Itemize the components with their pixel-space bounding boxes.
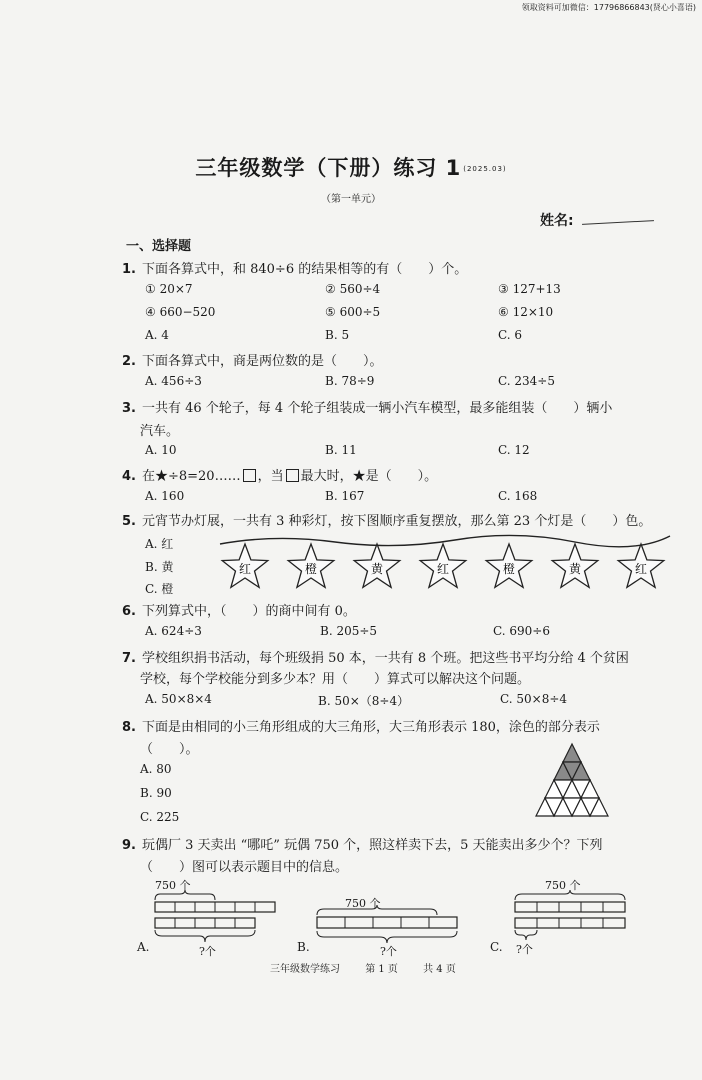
q3-choice-c[interactable]: C. 12 [498,443,530,457]
question-6: 6. 下列算式中，（ ）的商中间有 0。 [122,604,356,619]
unit-subtitle: （第一单元） [321,194,381,205]
name-field-line[interactable] [582,220,654,225]
q2-choice-a[interactable]: A. 456÷3 [145,374,202,388]
lantern-label: 红 [436,562,450,576]
worksheet-title [0,152,702,182]
question-5: 5. 元宵节办灯展，一共有 3 种彩灯，按下图顺序重复摆放，那么第 23 个灯是（ ）色。 [122,514,652,529]
q1-choice-c[interactable]: C. 6 [498,328,523,342]
q7-choice-a[interactable]: A. 50×8×4 [145,692,212,706]
diagram-a-label-750: 750 个 [155,879,191,892]
q3-choice-b[interactable]: B. 11 [325,443,357,457]
remainder-box-icon [243,469,256,482]
question-7: 7. 学校组织捐书活动，每个班级捐 50 本，一共有 8 个班。把这些书平均分给 4 个贫困 [122,651,629,666]
q1-expr-5: ⑤ 600÷5 [325,305,381,319]
question-3-cont: 汽车。 [140,424,180,439]
section-heading: 一、选择题 [126,239,192,254]
q5-choice-c[interactable]: C. 橙 [145,582,174,596]
diagram-c [510,890,645,946]
question-8-cont: （ ）。 [140,742,199,757]
q7-choice-b[interactable]: B. 50×（8÷4） [318,694,410,708]
q1-expr-3: ③ 127+13 [498,282,561,296]
lantern-label: 橙 [304,562,318,576]
diagram-b-label-750: 750 个 [345,897,381,910]
footer-total: 共 4 页 [423,964,456,975]
diagram-a [150,890,285,946]
q5-choice-a[interactable]: A. 红 [145,537,174,551]
q1-choice-b[interactable]: B. 5 [325,328,350,342]
diagram-c-label-q: ?个 [516,943,533,956]
q7-choice-c[interactable]: C. 50×8÷4 [500,692,568,706]
q4-choice-a[interactable]: A. 160 [145,489,185,503]
footer-title: 三年级数学练习 [270,964,340,975]
q4-choice-c[interactable]: C. 168 [498,489,538,503]
lantern-label: 橙 [502,562,516,576]
q6-choice-a[interactable]: A. 624÷3 [145,624,202,638]
q6-choice-b[interactable]: B. 205÷5 [320,624,378,638]
q8-choice-a[interactable]: A. 80 [140,762,172,776]
title-date: (2025.03) [463,165,507,173]
lantern-label: 黄 [568,562,582,576]
q2-choice-b[interactable]: B. 78÷9 [325,374,375,388]
q5-choice-b[interactable]: B. 黄 [145,560,174,574]
question-9: 9. 玩偶厂 3 天卖出 “哪吒” 玩偶 750 个，照这样卖下去，5 天能卖出多少个？下列 [122,838,603,853]
q9-choice-c[interactable]: C. [490,940,503,954]
triangle-figure [524,742,602,818]
footer-page: 第 1 页 [365,964,398,975]
diagram-a-label-q: ?个 [199,945,216,958]
page-footer [270,960,478,975]
q1-expr-2: ② 560÷4 [325,282,381,296]
q2-choice-c[interactable]: C. 234÷5 [498,374,555,388]
q9-choice-b[interactable]: B. [297,940,310,954]
watermark: 领取资料可加微信：17796866843(贤心小喜语) [521,3,696,12]
question-3: 3. 一共有 46 个轮子，每 4 个轮子组装成一辆小汽车模型，最多能组装（ ）辆小 [122,401,613,416]
q8-choice-c[interactable]: C. 225 [140,810,180,824]
q6-choice-c[interactable]: C. 690÷6 [493,624,550,638]
lantern-label: 黄 [370,562,384,576]
shaded-triangle [563,744,581,762]
diagram-c-label-750: 750 个 [545,879,581,892]
question-2: 2. 下面各算式中，商是两位数的是（ ）。 [122,354,383,369]
q3-choice-a[interactable]: A. 10 [145,443,177,457]
question-8: 8. 下面是由相同的小三角形组成的大三角形，大三角形表示 180，涂色的部分表示 [122,720,600,735]
lantern-string [220,535,670,546]
name-label: 姓名: [540,213,574,229]
question-1: 1. 下面各算式中，和 840÷6 的结果相等的有（ ）个。 [122,262,468,277]
question-9-cont: （ ）图可以表示题目中的信息。 [140,860,349,875]
q8-choice-b[interactable]: B. 90 [140,786,172,800]
title-text: 三年级数学（下册）练习 1 [195,156,462,180]
q4-choice-b[interactable]: B. 167 [325,489,365,503]
lantern-row [215,532,675,594]
lantern-label: 红 [238,562,252,576]
q1-expr-1: ① 20×7 [145,282,193,296]
q1-choice-a[interactable]: A. 4 [145,328,169,342]
remainder-box-icon [286,469,299,482]
question-4: 4. 在★÷8=20…… ，当 最大时，★是（ ）。 [122,469,438,484]
q1-expr-6: ⑥ 12×10 [498,305,554,319]
q9-choice-a[interactable]: A. [137,940,150,954]
diagram-b-label-q: ?个 [380,945,397,958]
q1-expr-4: ④ 660−520 [145,305,216,319]
question-7-cont: 学校，每个学校能分到多少本？用（ ）算式可以解决这个问题。 [140,672,531,687]
lantern-label: 红 [634,562,648,576]
